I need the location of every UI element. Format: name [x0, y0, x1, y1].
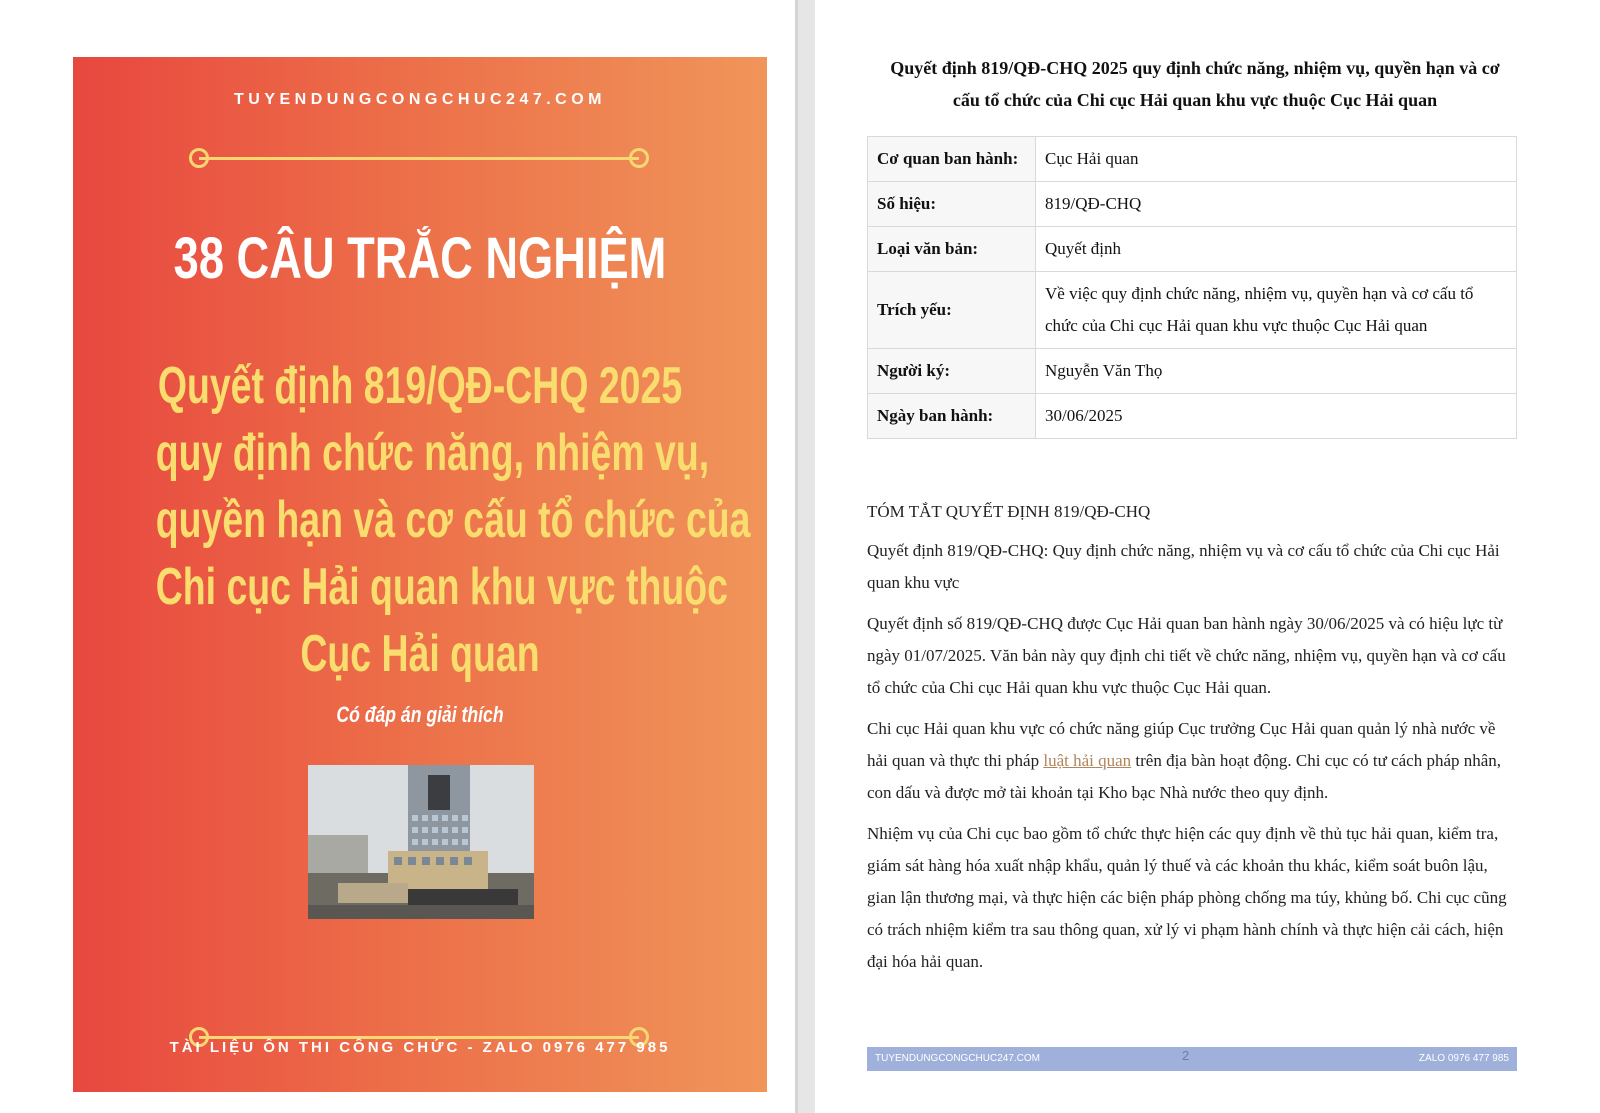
table-row [868, 272, 1517, 349]
cover-title-line: quyền hạn và cơ cấu tổ chức của [155, 491, 751, 549]
table-value: Quyết định [1036, 227, 1517, 272]
cover-page [0, 0, 795, 1113]
cover-title-line: quy định chức năng, nhiệm vụ, [155, 424, 710, 482]
paragraph-text: trên địa bàn hoạt động. Chi cục có tư cách pháp nhân, con dấu và được mở tài khoản tại Kho bạc Nhà nước theo quy định. [867, 751, 1502, 802]
cover-site-url: TUYENDUNGCONGCHUC247.COM [233, 91, 607, 108]
document-title: Quyết định 819/QĐ-CHQ 2025 quy định chức năng, nhiệm vụ, quyền hạn và cơ cấu tổ chức của Chi cục Hải quan khu vực thuộc Cục Hải quan [890, 58, 1500, 110]
table-value: Nguyễn Văn Thọ [1036, 349, 1517, 394]
circle-icon [629, 148, 649, 168]
table-value: Cục Hải quan [1036, 137, 1517, 182]
table-label: Người ký: [868, 349, 1036, 394]
table-value: 30/06/2025 [1036, 394, 1517, 439]
table-label: Trích yếu: [868, 272, 1036, 349]
cover-headline: 38 CÂU TRẮC NGHIỆM [173, 226, 667, 291]
table-label: Cơ quan ban hành: [868, 137, 1036, 182]
cover-title [73, 353, 767, 688]
summary-paragraph: Quyết định số 819/QĐ-CHQ được Cục Hải quan ban hành ngày 30/06/2025 và có hiệu lực từ ngày 01/07/2025. Văn bản này quy định chi tiết về chức năng, nhiệm vụ, quyền hạn và cơ cấu tổ chức của Chi cục Hải quan khu vực thuộc Cục Hải quan. [867, 614, 1506, 697]
summary-heading: TÓM TẮT QUYẾT ĐỊNH 819/QĐ-CHQ [867, 502, 1151, 521]
table-row [868, 137, 1517, 182]
law-link[interactable]: luật hải quan [1043, 751, 1132, 770]
table-row [868, 227, 1517, 272]
document-page [815, 0, 1600, 1113]
summary-section [867, 496, 1517, 987]
paragraph-text: Chi cục Hải quan khu vực có chức năng giúp Cục trưởng Cục Hải quan quản lý nhà nước về hải quan và thực thi pháp [867, 719, 1496, 770]
table-label: Loại văn bản: [868, 227, 1036, 272]
footer-site: TUYENDUNGCONGCHUC247.COM [875, 1053, 1041, 1064]
decorative-line-top [189, 148, 649, 168]
table-row [868, 182, 1517, 227]
table-value: 819/QĐ-CHQ [1036, 182, 1517, 227]
summary-paragraph: Quyết định 819/QĐ-CHQ: Quy định chức năng, nhiệm vụ và cơ cấu tổ chức của Chi cục Hải quan khu vực [867, 541, 1500, 592]
cover-panel [73, 57, 767, 1092]
page-gutter [795, 0, 815, 1113]
cover-title-line: Quyết định 819/QĐ-CHQ 2025 [157, 357, 683, 415]
cover-title-line: Chi cục Hải quan khu vực thuộc [155, 558, 728, 616]
page-footer [867, 1047, 1517, 1071]
summary-paragraph [867, 713, 1517, 809]
cover-subtitle: Có đáp án giải thích [336, 702, 504, 727]
table-label: Số hiệu: [868, 182, 1036, 227]
cover-footer: TÀI LIỆU ÔN THI CÔNG CHỨC - ZALO 0976 477 985 [169, 1039, 671, 1056]
summary-paragraph: Nhiệm vụ của Chi cục bao gồm tổ chức thực hiện các quy định về thủ tục hải quan, kiểm tra, giám sát hàng hóa xuất nhập khẩu, quản lý thuế và các khoản thu khác, kiểm soát buôn lậu, gian lận thương mại, và thực hiện các biện pháp phòng chống ma túy, khủng bố. Chi cục cũng có trách nhiệm kiểm tra sau thông quan, xử lý vi phạm hành chính và thực hiện cải cách, hiện đại hóa hải quan. [867, 824, 1507, 971]
customs-building-photo [308, 765, 534, 919]
circle-icon [189, 148, 209, 168]
page-number: 2 [1182, 1048, 1190, 1063]
footer-contact: ZALO 0976 477 985 [1418, 1053, 1509, 1064]
table-row [868, 394, 1517, 439]
table-value: Về việc quy định chức năng, nhiệm vụ, quyền hạn và cơ cấu tổ chức của Chi cục Hải quan khu vực thuộc Cục Hải quan [1036, 272, 1517, 349]
table-label: Ngày ban hành: [868, 394, 1036, 439]
cover-title-line: Cục Hải quan [300, 625, 540, 683]
table-row [868, 349, 1517, 394]
info-table [867, 136, 1517, 439]
